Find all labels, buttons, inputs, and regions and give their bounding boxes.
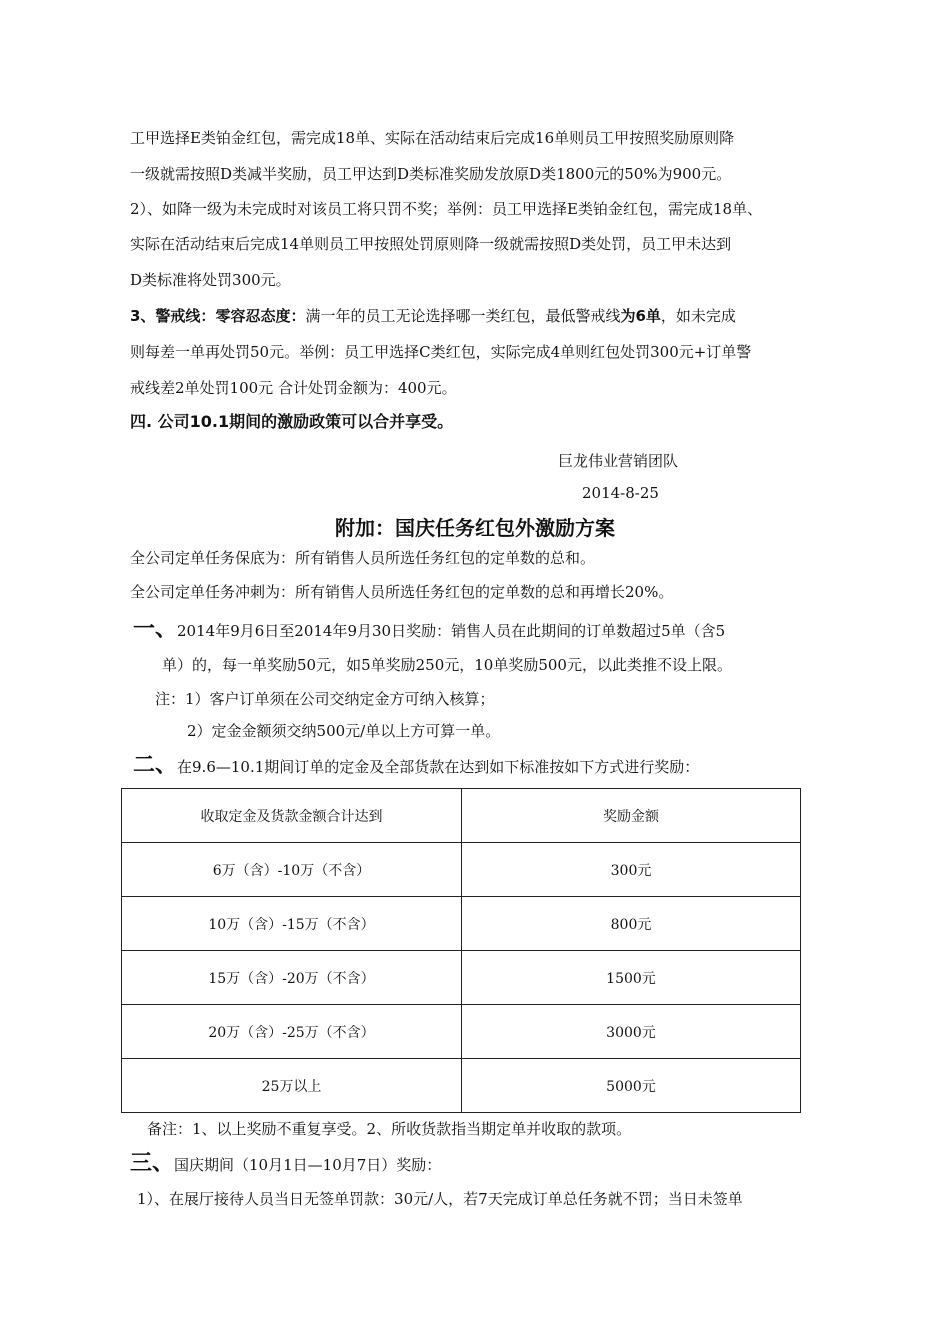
table-cell-reward: 300元 bbox=[462, 843, 801, 897]
note-one: 注：1）客户订单须在公司交纳定金方可纳入核算； bbox=[155, 690, 495, 708]
section-one-number: 一、 bbox=[133, 617, 178, 642]
paragraph-line: 2）、如降一级为未完成时对该员工将只罚不奖；举例：员工甲选择E类铂金红包，需完成18单、 bbox=[130, 200, 763, 218]
table-row bbox=[122, 897, 801, 951]
table-cell-range: 6万（含）-10万（不含） bbox=[122, 843, 462, 897]
section-two-text: 在9.6—10.1期间订单的定金及全部货款在达到如下标准按如下方式进行奖励： bbox=[177, 758, 700, 776]
table-row bbox=[122, 1005, 801, 1059]
table-cell-range: 15万（含）-20万（不含） bbox=[122, 951, 462, 1005]
table-cell-reward: 5000元 bbox=[462, 1059, 801, 1113]
appendix-title: 附加：国庆任务红包外激励方案 bbox=[335, 516, 615, 540]
paragraph-line: 工甲选择E类铂金红包，需完成18单、实际在活动结束后完成16单则员工甲按照奖励原则降 bbox=[130, 129, 735, 147]
table-cell-reward: 1500元 bbox=[462, 951, 801, 1005]
paragraph-line: 戒线差2单处罚100元 合计处罚金额为：400元。 bbox=[130, 379, 457, 397]
warning-line-paragraph bbox=[130, 306, 736, 326]
appendix-line: 全公司定单任务保底为：所有销售人员所选任务红包的定单数的总和。 bbox=[130, 549, 596, 567]
signature-date: 2014-8-25 bbox=[582, 484, 659, 502]
warning-line-text-end: ，如未完成 bbox=[660, 307, 736, 325]
paragraph-line: 一级就需按照D类减半奖励，员工甲达到D类标准奖励发放原D类1800元的50%为900元。 bbox=[130, 165, 732, 183]
signature: 巨龙伟业营销团队 bbox=[558, 452, 679, 470]
paragraph-line: 实际在活动结束后完成14单则员工甲按照处罚原则降一级就需按照D类处罚，员工甲未达到 bbox=[130, 235, 732, 253]
table-cell-range: 20万（含）-25万（不含） bbox=[122, 1005, 462, 1059]
table-cell-range: 25万以上 bbox=[122, 1059, 462, 1113]
section-one bbox=[133, 617, 726, 642]
table-cell-reward: 3000元 bbox=[462, 1005, 801, 1059]
table-cell-reward: 800元 bbox=[462, 897, 801, 951]
warning-line-text: 满一年的员工无论选择哪一类红包，最低警戒线 bbox=[305, 307, 621, 325]
warning-line-threshold: 为6单 bbox=[620, 307, 661, 325]
section-two bbox=[133, 753, 700, 778]
section-three-number: 三、 bbox=[130, 1151, 175, 1176]
table-cell-range: 10万（含）-15万（不含） bbox=[122, 897, 462, 951]
table-header-cell: 收取定金及货款金额合计达到 bbox=[122, 789, 462, 843]
paragraph-line: D类标准将处罚300元。 bbox=[130, 271, 291, 289]
note-two: 2）定金金额须交纳500元/单以上方可算一单。 bbox=[187, 722, 501, 740]
warning-line-heading: 3、警戒线：零容忍态度： bbox=[130, 307, 306, 325]
section-one-continued: 单）的，每一单奖励50元，如5单奖励250元，10单奖励500元，以此类推不设上限。 bbox=[162, 656, 732, 674]
table-row bbox=[122, 1059, 801, 1113]
section-four-heading: 四. 公司10.1期间的激励政策可以合并享受。 bbox=[130, 412, 454, 431]
section-three-text: 国庆期间（10月1日—10月7日）奖励： bbox=[174, 1156, 442, 1174]
table-row bbox=[122, 951, 801, 1005]
reward-table bbox=[121, 788, 801, 1113]
section-one-text: 2014年9月6日至2014年9月30日奖励：销售人员在此期间的订单数超过5单（含5 bbox=[177, 622, 726, 640]
table-row bbox=[122, 843, 801, 897]
appendix-line: 全公司定单任务冲刺为：所有销售人员所选任务红包的定单数的总和再增长20%。 bbox=[130, 583, 674, 601]
section-three bbox=[130, 1151, 442, 1176]
section-three-item: 1）、在展厅接待人员当日无签单罚款：30元/人，若7天完成订单总任务就不罚；当日未签单 bbox=[137, 1190, 743, 1208]
table-header-row bbox=[122, 789, 801, 843]
paragraph-line: 则每差一单再处罚50元。举例：员工甲选择C类红包，实际完成4单则红包处罚300元+订单警 bbox=[130, 343, 752, 361]
section-two-number: 二、 bbox=[133, 753, 178, 778]
table-remark: 备注：1、以上奖励不重复享受。2、所收货款指当期定单并收取的款项。 bbox=[147, 1120, 632, 1138]
table-header-cell: 奖励金额 bbox=[462, 789, 801, 843]
